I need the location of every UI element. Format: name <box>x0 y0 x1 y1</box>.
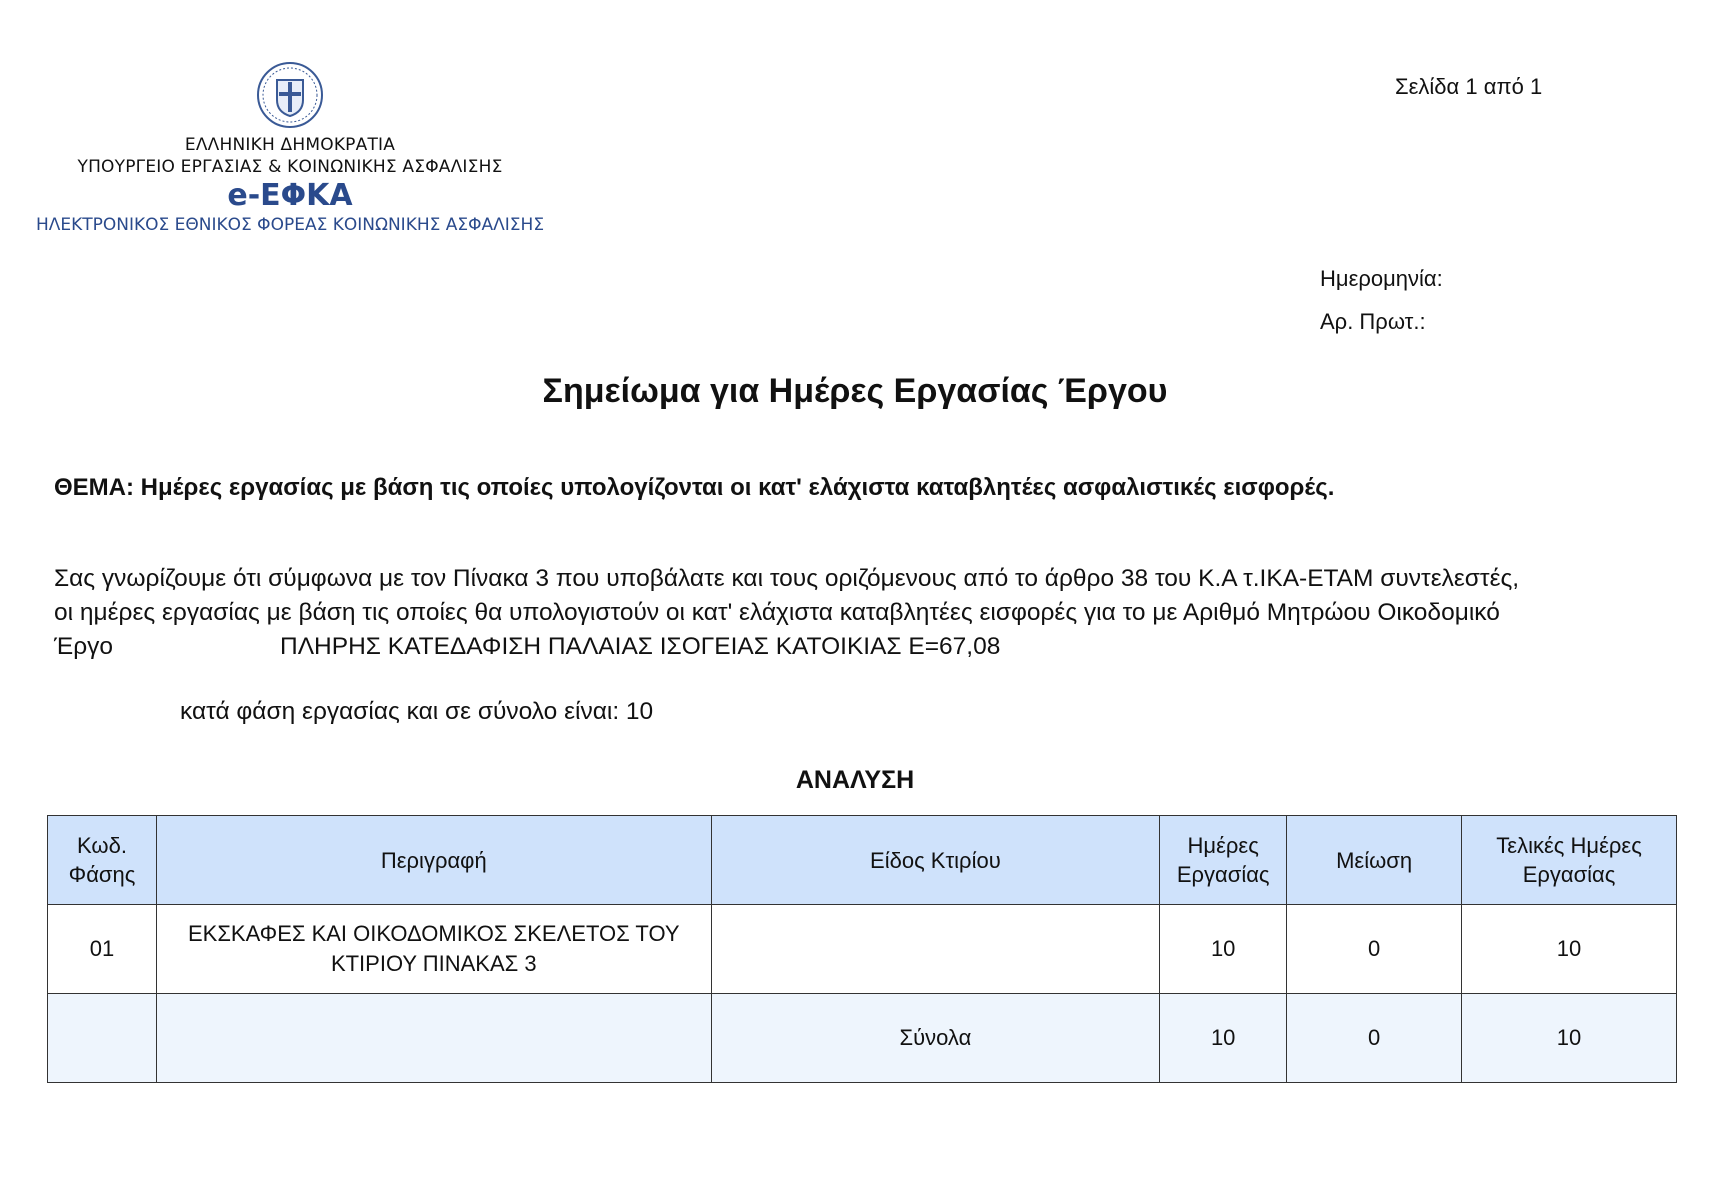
cell-phase-code: 01 <box>48 905 157 994</box>
col-header-reduction: Μείωση <box>1287 816 1462 905</box>
ministry-name: ΥΠΟΥΡΓΕΙΟ ΕΡΓΑΣΙΑΣ & ΚΟΙΝΩΝΙΚΗΣ ΑΣΦΑΛΙΣΗΣ <box>77 157 503 177</box>
protocol-number-label: Αρ. Πρωτ.: <box>1320 309 1426 334</box>
government-name: ΕΛΛΗΝΙΚΗ ΔΗΜΟΚΡΑΤΙΑ <box>184 135 396 155</box>
document-body <box>54 562 1674 664</box>
cell-empty <box>156 994 711 1083</box>
days-summary: κατά φάση εργασίας και σε σύνολο είναι: 10 <box>180 698 654 725</box>
header-logo-block <box>20 60 560 236</box>
cell-reduction: 0 <box>1287 905 1462 994</box>
body-line: Σας γνωρίζουμε ότι σύμφωνα με τον Πίνακα 3 που υποβάλατε και τους οριζόμενους από το άρθρο 38 του Κ.Α τ.ΙΚΑ-ΕΤΑΜ συντελεστές, <box>54 565 1520 592</box>
cell-building-type <box>711 905 1160 994</box>
cell-description: ΕΚΣΚΑΦΕΣ ΚΑΙ ΟΙΚΟΔΟΜΙΚΟΣ ΣΚΕΛΕΤΟΣ ΤΟΥ ΚΤΙΡΙΟΥ ΠΙΝΑΚΑΣ 3 <box>156 905 711 994</box>
body-line <box>54 630 1674 664</box>
cell-totals-label: Σύνολα <box>711 994 1160 1083</box>
col-header-work-days: Ημέρες Εργασίας <box>1160 816 1287 905</box>
greek-coat-of-arms-icon <box>255 60 325 130</box>
table-row <box>48 905 1677 994</box>
efka-logo: e-ΕΦΚΑ <box>227 178 353 213</box>
cell-total-reduction: 0 <box>1287 994 1462 1083</box>
document-subject: ΘΕΜΑ: Ημέρες εργασίας με βάση τις οποίες υπολογίζονται οι κατ' ελάχιστα καταβλητέες ασφαλιστικές εισφορές. <box>54 474 1335 501</box>
cell-work-days: 10 <box>1160 905 1287 994</box>
col-header-building-type: Είδος Κτιρίου <box>711 816 1160 905</box>
cell-total-final-work-days: 10 <box>1462 994 1677 1083</box>
analysis-heading: ΑΝΑΛΥΣΗ <box>795 766 915 794</box>
cell-total-work-days: 10 <box>1160 994 1287 1083</box>
table-totals-row <box>48 994 1677 1083</box>
col-header-final-work-days: Τελικές Ημέρες Εργασίας <box>1462 816 1677 905</box>
organization-full-name: ΗΛΕΚΤΡΟΝΙΚΟΣ ΕΘΝΙΚΟΣ ΦΟΡΕΑΣ ΚΟΙΝΩΝΙΚΗΣ ΑΣΦΑΛΙΣΗΣ <box>35 215 545 235</box>
col-header-phase-code: Κωδ. Φάσης <box>48 816 157 905</box>
cell-final-work-days: 10 <box>1462 905 1677 994</box>
body-line: οι ημέρες εργασίας με βάση τις οποίες θα υπολογιστούν οι κατ' ελάχιστα καταβλητέες εισφορές για το με Αριθμό Μητρώου Οικοδομικό <box>54 599 1500 626</box>
document-title: Σημείωμα για Ημέρες Εργασίας Έργου <box>542 372 1168 410</box>
page-indicator: Σελίδα 1 από 1 <box>1395 74 1543 99</box>
work-name: ΠΛΗΡΗΣ ΚΑΤΕΔΑΦΙΣΗ ΠΑΛΑΙΑΣ ΙΣΟΓΕΙΑΣ ΚΑΤΟΙΚΙΑΣ Ε=67,08 <box>280 633 1001 660</box>
date-label: Ημερομηνία: <box>1320 266 1443 291</box>
col-header-description: Περιγραφή <box>156 816 711 905</box>
work-days-table <box>47 815 1677 1083</box>
table-header-row <box>48 816 1677 905</box>
work-label: Έργο <box>54 633 114 660</box>
cell-empty <box>48 994 157 1083</box>
